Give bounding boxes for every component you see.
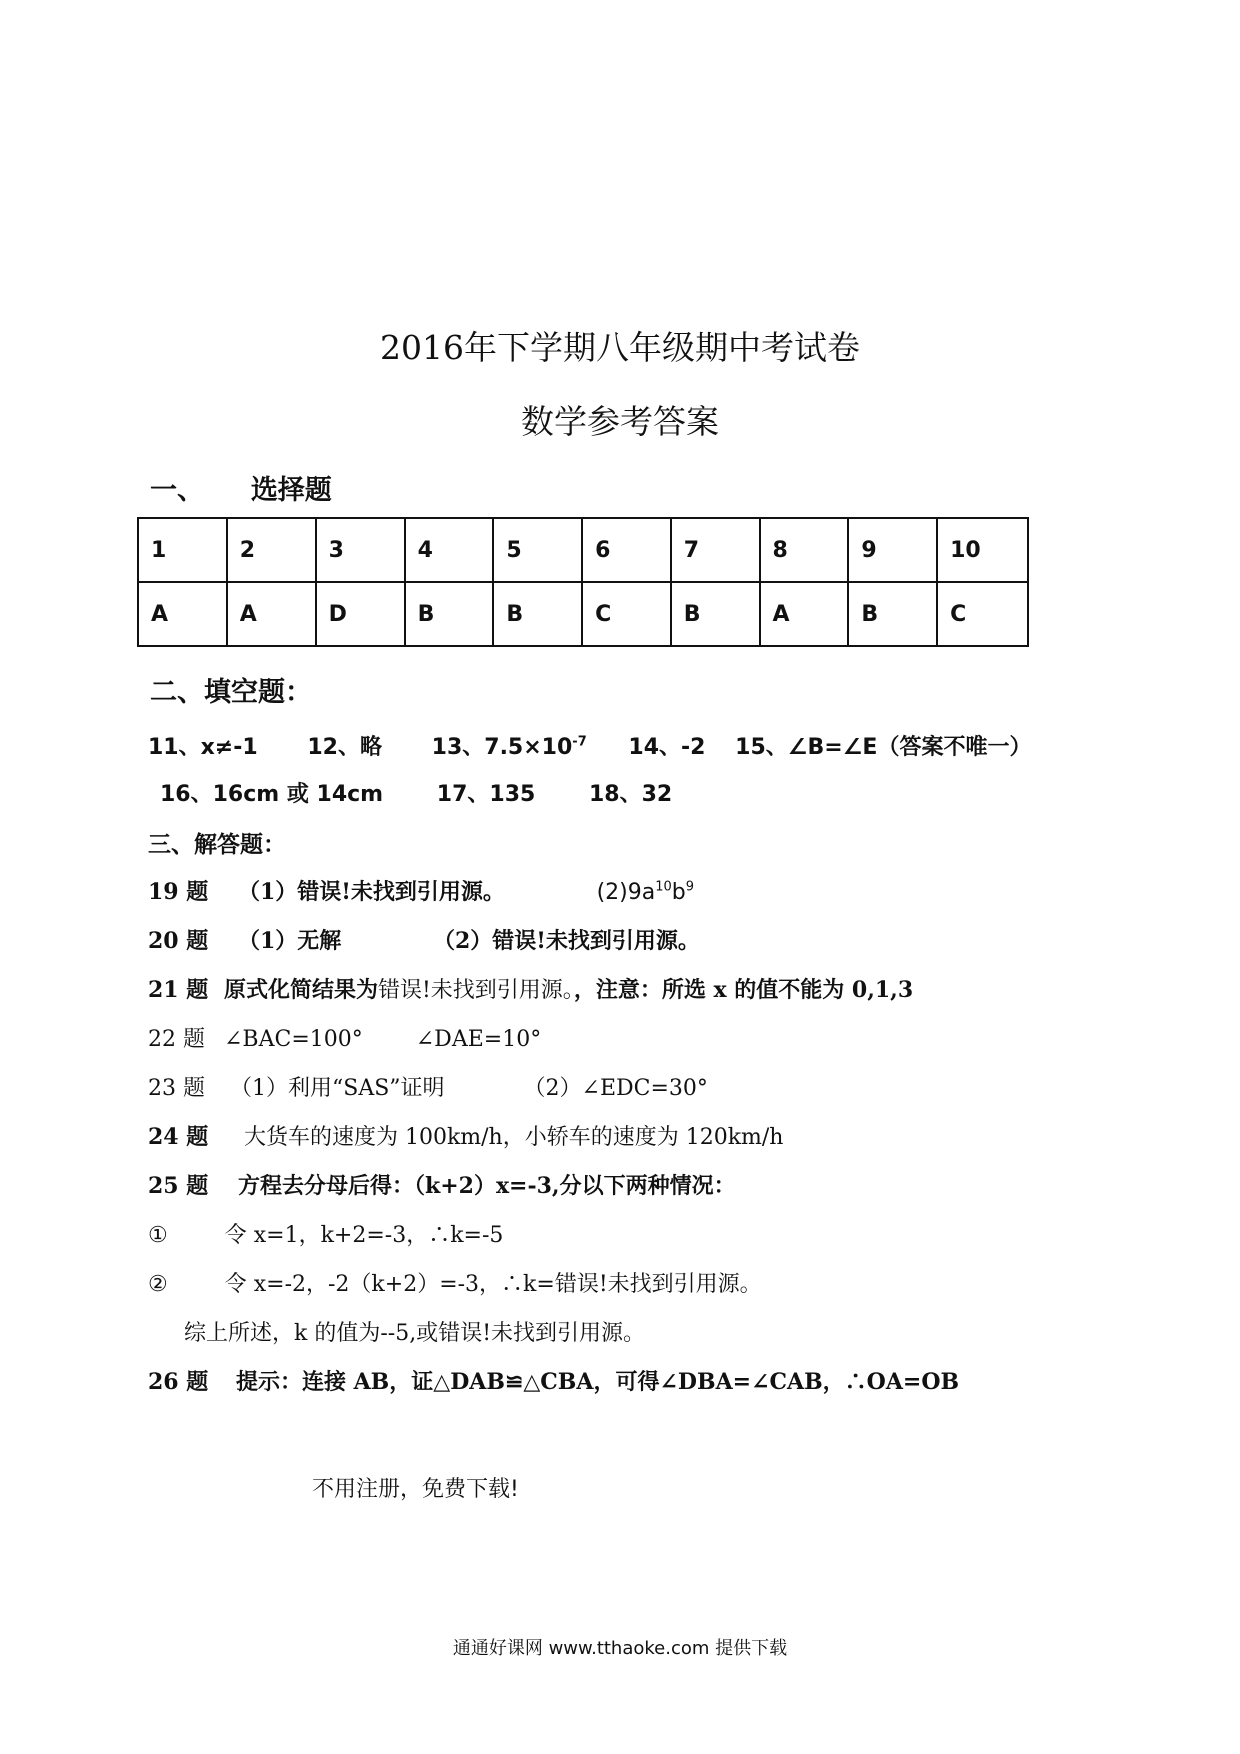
question-number-row [138, 518, 1028, 582]
table-cell: 8 [760, 518, 849, 582]
fill-q13-exponent: -7 [572, 734, 587, 750]
q20-part1: （1）无解 [237, 928, 342, 954]
section-solution-heading: 三、解答题： [148, 831, 286, 858]
q21-text3: ，注意：所选 x 的值不能为 0,1,3 [573, 977, 914, 1003]
section-choice-title: 选择题 [250, 475, 332, 506]
q25-case2 [148, 1267, 762, 1298]
q21-line [148, 973, 913, 1004]
fill-q16: 16、16cm 或 14cm [160, 782, 384, 807]
q23-part2: （2）∠EDC=30° [523, 1076, 708, 1101]
q21-label: 21 题 [148, 977, 209, 1003]
q19-part2-base: (2)9a [596, 880, 656, 905]
q19-part1: （1）错误!未找到引用源。 [237, 879, 505, 905]
q23-line [148, 1071, 708, 1102]
q23-part1: （1）利用“SAS”证明 [230, 1076, 445, 1101]
table-cell: 5 [493, 518, 582, 582]
table-cell: B [493, 582, 582, 646]
q25-case2-ref: 错误!未找到引用源。 [554, 1272, 762, 1297]
q21-text1: 原式化简结果为 [223, 977, 378, 1003]
fill-q18: 18、32 [589, 782, 673, 807]
q25-case1-mark: ① [148, 1223, 168, 1248]
q19-exponent-a: 10 [655, 879, 672, 895]
q21-text2: 错误!未找到引用源。 [377, 978, 574, 1003]
page-title: 2016年下学期八年级期中考试卷 [380, 328, 860, 367]
table-cell: C [937, 582, 1028, 646]
q20-label: 20 题 [148, 928, 209, 954]
q19-part2-b: b [671, 880, 686, 905]
table-cell: 6 [582, 518, 671, 582]
q22-part1: ∠BAC=100° [224, 1027, 363, 1052]
q23-label: 23 题 [148, 1076, 205, 1101]
page-subtitle: 数学参考答案 [521, 402, 719, 441]
q24-line [148, 1120, 783, 1151]
table-cell: B [671, 582, 760, 646]
section-choice-heading [150, 468, 332, 507]
table-cell: C [582, 582, 671, 646]
q22-line [148, 1022, 541, 1053]
q25-case2-text: 令 x=-2，-2（k+2）=-3，∴k= [224, 1272, 555, 1297]
q22-label: 22 题 [148, 1027, 205, 1052]
q19-exponent-b: 9 [685, 879, 695, 895]
table-cell: A [138, 582, 227, 646]
q26-label: 26 题 [148, 1369, 209, 1395]
table-cell: B [848, 582, 937, 646]
q25-case1-text: 令 x=1，k+2=-3，∴k=-5 [224, 1223, 504, 1248]
fill-q13 [432, 735, 587, 760]
fill-q12: 12、略 [307, 735, 382, 760]
q25-summary [184, 1316, 645, 1347]
section-fill-heading: 二、填空题： [150, 677, 312, 708]
section-choice-number: 一、 [150, 475, 204, 506]
table-cell: 3 [316, 518, 405, 582]
table-cell: B [405, 582, 494, 646]
q24-text: 大货车的速度为 100km/h，小轿车的速度为 120km/h [243, 1125, 784, 1150]
free-download-note: 不用注册，免费下载! [312, 1477, 519, 1502]
choice-answer-table [137, 517, 1029, 647]
fill-q11: 11、x≠-1 [148, 735, 258, 760]
q25-summary-text: 综上所述，k 的值为--5,或 [184, 1321, 439, 1346]
fill-q14: 14、-2 [628, 735, 706, 760]
q25-label: 25 题 [148, 1173, 209, 1199]
q24-label: 24 题 [148, 1124, 209, 1150]
q19-line [148, 875, 694, 906]
fill-line-2 [160, 777, 672, 808]
table-cell: A [227, 582, 316, 646]
table-cell: 9 [848, 518, 937, 582]
fill-q17: 17、135 [436, 782, 536, 807]
table-cell: 10 [937, 518, 1028, 582]
q19-part2 [597, 880, 694, 905]
q25-text: 方程去分母后得：（k+2）x=-3,分以下两种情况： [237, 1173, 736, 1199]
table-cell: 1 [138, 518, 227, 582]
answer-row [138, 582, 1028, 646]
q19-label: 19 题 [148, 879, 209, 905]
q20-line [148, 924, 700, 955]
q26-line [148, 1365, 959, 1396]
q25-line [148, 1169, 736, 1200]
table-cell: 2 [227, 518, 316, 582]
q25-case2-mark: ② [148, 1272, 168, 1297]
q25-case1 [148, 1218, 503, 1249]
footer-source: 通通好课网 www.tthaoke.com 提供下载 [452, 1638, 788, 1659]
fill-q13-base: 13、7.5×10 [431, 735, 573, 760]
table-cell: 4 [405, 518, 494, 582]
q20-part2: （2）错误!未找到引用源。 [432, 928, 700, 954]
table-cell: A [760, 582, 849, 646]
table-cell: D [316, 582, 405, 646]
fill-line-1 [148, 730, 1031, 761]
q25-summary-ref: 错误!未找到引用源。 [438, 1321, 646, 1346]
q22-part2: ∠DAE=10° [415, 1027, 542, 1052]
q26-text: 提示：连接 AB，证△DAB≌△CBA，可得∠DBA=∠CAB，∴OA=OB [235, 1369, 960, 1395]
fill-q15: 15、∠B=∠E（答案不唯一） [735, 735, 1032, 760]
table-cell: 7 [671, 518, 760, 582]
